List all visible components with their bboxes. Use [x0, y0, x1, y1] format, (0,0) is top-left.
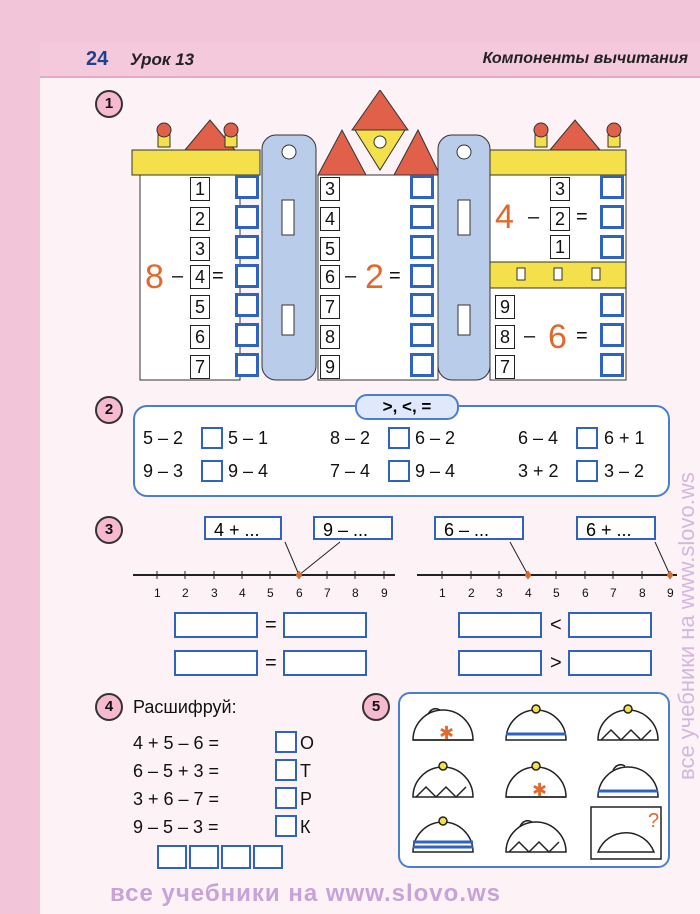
tick-label: 9: [381, 586, 388, 600]
equals-sign: =: [212, 265, 224, 287]
answer-box[interactable]: [600, 205, 624, 229]
decode-expression: 4 + 5 – 6 =: [133, 733, 220, 753]
castle-number: 1: [190, 177, 210, 201]
compare-box[interactable]: [576, 427, 598, 449]
tick-label: 5: [553, 586, 560, 600]
tick-label: 9: [667, 586, 674, 600]
answer-field[interactable]: [283, 612, 367, 638]
answer-box[interactable]: [600, 235, 624, 259]
castle-number: 9: [495, 295, 515, 319]
tick-label: 3: [211, 586, 218, 600]
castle-number: 3: [550, 177, 570, 201]
expression-label: 9 – ...: [313, 516, 393, 540]
decode-expression: 3 + 6 – 7 =: [133, 789, 220, 809]
answer-box[interactable]: [410, 175, 434, 199]
answer-field[interactable]: [174, 650, 258, 676]
less-than-sign: <: [550, 614, 562, 636]
answer-box[interactable]: [410, 293, 434, 317]
castle-number: 2: [190, 207, 210, 231]
compare-box[interactable]: [388, 460, 410, 482]
page-number: 24: [86, 48, 109, 70]
tick-label: 2: [468, 586, 475, 600]
equals-sign: =: [576, 325, 588, 347]
subtrahend-2: 2: [365, 258, 384, 296]
greater-than-sign: >: [550, 652, 562, 674]
equals-sign: =: [389, 265, 401, 287]
decode-answer-box[interactable]: [275, 731, 297, 753]
answer-box[interactable]: [410, 353, 434, 377]
signs-hint: >, <, =: [355, 394, 459, 420]
tick-label: 6: [296, 586, 303, 600]
castle-number: 5: [190, 295, 210, 319]
equals-sign: =: [265, 614, 277, 636]
answer-box[interactable]: [235, 293, 259, 317]
svg-text:✱: ✱: [532, 780, 548, 801]
castle-number: 3: [320, 177, 340, 201]
answer-box[interactable]: [235, 353, 259, 377]
answer-box[interactable]: [600, 323, 624, 347]
decode-answer-box[interactable]: [275, 787, 297, 809]
expression-label: 6 + ...: [576, 516, 656, 540]
expr-right: 3 – 2: [604, 461, 645, 481]
task-number-2: 2: [95, 396, 123, 424]
task-number-1: 1: [95, 90, 123, 118]
expr-left: 8 – 2: [330, 428, 371, 448]
question-mark: ?: [648, 810, 660, 832]
tick-label: 8: [639, 586, 646, 600]
minuend-8: 8: [145, 258, 164, 296]
subtrahend-6: 6: [548, 318, 567, 356]
answer-field[interactable]: [283, 650, 367, 676]
answer-box[interactable]: [235, 175, 259, 199]
expr-right: 6 + 1: [604, 428, 645, 448]
answer-box[interactable]: [235, 235, 259, 259]
decode-expression: 9 – 5 – 3 =: [133, 817, 219, 837]
expr-right: 5 – 1: [228, 428, 269, 448]
expr-right: 9 – 4: [415, 461, 456, 481]
expr-left: 9 – 3: [143, 461, 184, 481]
decode-expression: 6 – 5 + 3 =: [133, 761, 220, 781]
castle-number: 6: [190, 325, 210, 349]
tick-label: 4: [525, 586, 532, 600]
answer-field[interactable]: [458, 650, 542, 676]
decode-letter: К: [300, 817, 311, 837]
word-cell[interactable]: [157, 845, 187, 869]
answer-field[interactable]: [174, 612, 258, 638]
castle-number: 7: [495, 355, 515, 379]
lesson-title: Урок 13: [130, 50, 195, 69]
equals-sign: =: [576, 206, 588, 228]
tick-label: 4: [239, 586, 246, 600]
castle-number: 6: [320, 265, 340, 289]
word-cell[interactable]: [221, 845, 251, 869]
word-cell[interactable]: [253, 845, 283, 869]
compare-box[interactable]: [201, 460, 223, 482]
answer-box[interactable]: [235, 264, 259, 288]
task-number-4: 4: [95, 693, 123, 721]
compare-box[interactable]: [201, 427, 223, 449]
castle-number: 8: [320, 325, 340, 349]
answer-box[interactable]: [600, 353, 624, 377]
watermark-side: все учебники на www.slovo.ws: [674, 472, 699, 780]
answer-box[interactable]: [235, 323, 259, 347]
answer-field[interactable]: [458, 612, 542, 638]
tick-label: 5: [267, 586, 274, 600]
castle-number: 5: [320, 237, 340, 261]
tick-label: 7: [324, 586, 331, 600]
castle-number: 7: [190, 355, 210, 379]
castle-number: 4: [190, 265, 210, 289]
topic-title: Компоненты вычитания: [482, 50, 688, 67]
expression-label: 6 – ...: [434, 516, 524, 540]
compare-box[interactable]: [576, 460, 598, 482]
word-cells: [157, 845, 283, 869]
tick-label: 2: [182, 586, 189, 600]
watermark-bottom: все учебники на www.slovo.ws: [110, 880, 501, 907]
castle-number: 8: [495, 325, 515, 349]
castle-number: 9: [320, 355, 340, 379]
task-number-5: 5: [362, 693, 390, 721]
answer-box[interactable]: [235, 205, 259, 229]
task-number-3: 3: [95, 516, 123, 544]
castle-number: 1: [550, 235, 570, 259]
answer-box[interactable]: [410, 235, 434, 259]
answer-field[interactable]: [568, 650, 652, 676]
castle-number: 7: [320, 295, 340, 319]
tick-label: 3: [496, 586, 503, 600]
svg-text:✱: ✱: [439, 723, 455, 744]
answer-box[interactable]: [600, 293, 624, 317]
decode-letter: Т: [300, 761, 311, 781]
tick-label: 1: [154, 586, 161, 600]
decode-answer-box[interactable]: [275, 815, 297, 837]
castle-number: 3: [190, 237, 210, 261]
decode-title: Расшифруй:: [133, 697, 237, 717]
castle-number: 4: [320, 207, 340, 231]
hats-pattern: [398, 692, 666, 864]
decode-letter: О: [300, 733, 315, 753]
answer-field[interactable]: [568, 612, 652, 638]
answer-box[interactable]: [600, 175, 624, 199]
decode-letter: Р: [300, 789, 313, 809]
compare-box[interactable]: [388, 427, 410, 449]
equals-sign: =: [265, 652, 277, 674]
castle-number: 2: [550, 207, 570, 231]
expr-right: 6 – 2: [415, 428, 456, 448]
word-cell[interactable]: [189, 845, 219, 869]
minus-sign: –: [524, 325, 536, 347]
tick-label: 1: [439, 586, 446, 600]
expr-right: 9 – 4: [228, 461, 269, 481]
expr-left: 3 + 2: [518, 461, 559, 481]
expr-left: 5 – 2: [143, 428, 184, 448]
answer-box[interactable]: [410, 264, 434, 288]
minus-sign: –: [528, 206, 540, 228]
minus-sign: –: [345, 265, 357, 287]
expr-left: 6 – 4: [518, 428, 559, 448]
minus-sign: –: [172, 265, 184, 287]
minuend-4: 4: [495, 198, 514, 236]
tick-label: 7: [610, 586, 617, 600]
decode-answer-box[interactable]: [275, 759, 297, 781]
answer-box[interactable]: [410, 205, 434, 229]
tick-label: 8: [352, 586, 359, 600]
expression-label: 4 + ...: [204, 516, 282, 540]
answer-box[interactable]: [410, 323, 434, 347]
number-lines: [125, 538, 685, 588]
tick-label: 6: [582, 586, 589, 600]
expr-left: 7 – 4: [330, 461, 371, 481]
